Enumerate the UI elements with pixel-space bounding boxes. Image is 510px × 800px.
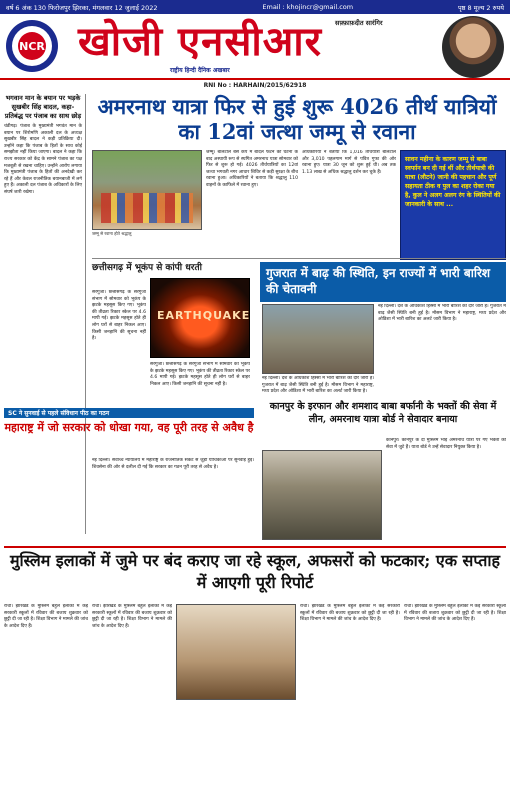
kanpur-sevadar-photo	[262, 450, 382, 540]
amarnath-highlight-box	[400, 150, 506, 260]
schools-body-col-3: रांची। झारखंड के मुस्लिम बहुल इलाकों में कई सरकारी स्कूलों में रविवार की बजाय शुक्रवार को छुट्टी दी जा रही है। शिक्षा विभाग ने मामले की जांच के आदेश दिए हैं।	[300, 604, 400, 623]
flood-photo	[262, 304, 374, 374]
kanpur-body: कानपुर। कानपुर के दो मुस्लिम भाई अमरनाथ यात्रा पर गए भक्तों की सेवा में जुटे हैं। यात्रा बोर्ड ने उन्हें सेवादार नियुक्त किया है।	[386, 438, 506, 450]
schools-body-col-1: रांची। झारखंड के मुस्लिम बहुल इलाकों में कई सरकारी स्कूलों में रविवार की बजाय शुक्रवार को छुट्टी दी जा रही है। शिक्षा विभाग ने मामले की जांच के आदेश दिए हैं।	[4, 604, 88, 629]
maharashtra-body: नई दिल्ली। सर्वोच्च न्यायालय में महाराष्ट्र के राजनीतिक संकट से जुड़ी याचिकाओं पर सुनवाई हुई। शिवसेना की ओर से दलील दी गई कि सरकार का गठन पूरी तरह से अवैध है।	[92, 458, 254, 470]
issue-info: वर्ष 6 अंक 130 फिरोजपुर झिरका, मंगलवार 12 जुलाई 2022	[6, 3, 158, 12]
quake-body-2: सरगुजा। छत्तीसगढ़ के सरगुजा संभाग में सोमवार को भूकंप के झटके महसूस किए गए। भूकंप की तीव्रता रिक्टर स्केल पर 4.6 मापी गई। झटके महसूस होते ही लोग घरों से बाहर निकल आए। किसी जनहानि की सूचना नहीं है।	[150, 362, 250, 387]
svg-text:NCR: NCR	[19, 40, 45, 53]
featured-person-photo	[442, 16, 504, 78]
top-info-bar	[0, 0, 510, 14]
rni-number: RNI No : HARHAIN/2015/62918	[203, 82, 307, 89]
sc-section-band: SC ने सुनवाई से पहले संविधान पीठ का गठन	[4, 408, 254, 418]
left-column-story	[4, 94, 86, 534]
left-story-heading[interactable]: भगवान मान के बयान पर भड़के सुखबीर सिंह बादल, कहा- प्रतिबंद्ध पर पंजाब का साथ छोड़	[4, 94, 82, 120]
lead-body-col-2: अधिकारियों ने बताया कि 1,016 तीर्थयात्री बालटाल और 3,010 पहलगाम मार्ग से पवित्र गुफा की ओर रवाना हुए। यात्रा 30 जून को शुरू हुई थी। अब तक 1.13 लाख से अधिक श्रद्धालु दर्शन कर चुके हैं।	[302, 150, 396, 175]
schools-headline[interactable]: मुस्लिम इलाकों में जुमे पर बंद कराए जा रहे स्कूल, अफसरों को फटकार; एक सप्ताह में आएगी पूरी रिपोर्ट	[4, 546, 506, 598]
quake-headline[interactable]: छत्तीसगढ़ में भूकंप से कांपी धरती	[92, 263, 202, 273]
gujarat-flood-headline[interactable]: गुजरात में बाढ़ की स्थिति, इन राज्यों में भारी बारिश की चेतावनी	[260, 262, 506, 302]
lead-body-col-1: जम्मू। बालटाल बेस कैंप में बादल फटने की घटना के बाद अस्थायी रूप से स्थगित अमरनाथ यात्रा सोमवार को फिर से शुरू हो गई। 4026 तीर्थयात्रियों का 12वां जत्था भगवती नगर आधार शिविर से कड़ी सुरक्षा के बीच रवाना हुआ। अधिकारियों ने बताया कि श्रद्धालु 110 वाहनों के काफिले में रवाना हुए।	[206, 150, 298, 188]
gujarat-body-2: नई दिल्ली। देश के अधिकांश हिस्सों में भारी बारिश का दौर जारी है। गुजरात में बाढ़ जैसी स्थिति बनी हुई है। मौसम विभाग ने महाराष्ट्र, मध्य प्रदेश और ओडिशा में भारी बारिश का अलर्ट जारी किया है।	[262, 376, 374, 395]
kanpur-headline[interactable]: कानपुर के इरफान और शमशाद बाबा बर्फानी के भक्तों की सेवा में लीन, अमरनाथ यात्रा बोर्ड ने सेवादार बनाया	[269, 401, 497, 425]
maharashtra-headline[interactable]: महाराष्ट्र में जो सरकार को धोखा गया, वह पूरी तरह से अवैध है	[4, 421, 254, 434]
masthead-tagline: सफ़्फ़ाफ़दीत सारंगिर	[335, 19, 383, 27]
section-divider	[92, 258, 506, 259]
masthead	[0, 14, 510, 80]
highlight-box-text: सावन महीना के कारण जम्मू से बाबा स्वर्फान बन दी गई थीं और तीर्थयात्री की यात्रा (लौटने) जानी की पहचान और पूर्ण सहायता ठीक व पुल का शहर रोका गया है, कुल ने अलग अलग रंग के स्थितियों की जानकारी के साथ ...	[405, 156, 501, 208]
left-story-body: चंडीगढ़। पंजाब के मुख्यमंत्री भगवंत मान के बयान पर शिरोमणि अकाली दल के अध्यक्ष सुखबीर सिंह बादल ने कड़ी प्रतिक्रिया दी। उन्होंने कहा कि पंजाब के हितों के साथ कोई समझौता नहीं किया जाएगा। बादल ने कहा कि राज्य सरकार को केंद्र के सामने पंजाब का पक्ष मजबूती से रखना चाहिए। उन्होंने आरोप लगाया कि मुख्यमंत्री पंजाब के हितों की अनदेखी कर रहे हैं और केवल राजनीतिक बयानबाजी में लगे हुए हैं। अकाली दल पंजाब के अधिकारों के लिए संघर्ष जारी रखेगा।	[4, 124, 82, 195]
quake-body: सरगुजा। छत्तीसगढ़ के सरगुजा संभाग में सोमवार को भूकंप के झटके महसूस किए गए। भूकंप की तीव्रता रिक्टर स्केल पर 4.6 मापी गई। झटके महसूस होते ही लोग घरों से बाहर निकल आए। किसी जनहानि की सूचना नहीं है।	[92, 290, 146, 342]
email-info[interactable]: Email : khojincr@gmail.com	[262, 3, 354, 11]
newspaper-title: खोजी एनसीआर	[78, 18, 323, 65]
price-info: पृष्ठ 8 मूल्य 2 रुपये	[457, 3, 504, 12]
lead-photo-caption: जम्मू से रवाना होते श्रद्धालु	[92, 231, 132, 236]
schools-body-col-2: रांची। झारखंड के मुस्लिम बहुल इलाकों में कई सरकारी स्कूलों में रविवार की बजाय शुक्रवार को छुट्टी दी जा रही है। शिक्षा विभाग ने मामले की जांच के आदेश दिए हैं।	[92, 604, 172, 629]
amarnath-pilgrims-photo	[92, 150, 202, 230]
masthead-subtitle: राष्ट्रीय हिन्दी दैनिक अखबार	[170, 67, 230, 74]
lead-headline[interactable]: अमरनाथ यात्रा फिर से हुई शुरू 4026 तीर्थ यात्रियों का 12वां जत्था जम्मू से रवाना	[97, 94, 497, 144]
school-photo	[176, 604, 296, 700]
schools-body-col-4: रांची। झारखंड के मुस्लिम बहुल इलाकों में कई सरकारी स्कूलों में रविवार की बजाय शुक्रवार को छुट्टी दी जा रही है। शिक्षा विभाग ने मामले की जांच के आदेश दिए हैं।	[404, 604, 506, 623]
earthquake-image: EARTHQUAKE	[150, 278, 250, 358]
ncr-logo-icon	[4, 18, 60, 74]
gujarat-body: नई दिल्ली। देश के अधिकांश हिस्सों में भारी बारिश का दौर जारी है। गुजरात में बाढ़ जैसी स्थिति बनी हुई है। मौसम विभाग ने महाराष्ट्र, मध्य प्रदेश और ओडिशा में भारी बारिश का अलर्ट जारी किया है।	[378, 304, 506, 323]
